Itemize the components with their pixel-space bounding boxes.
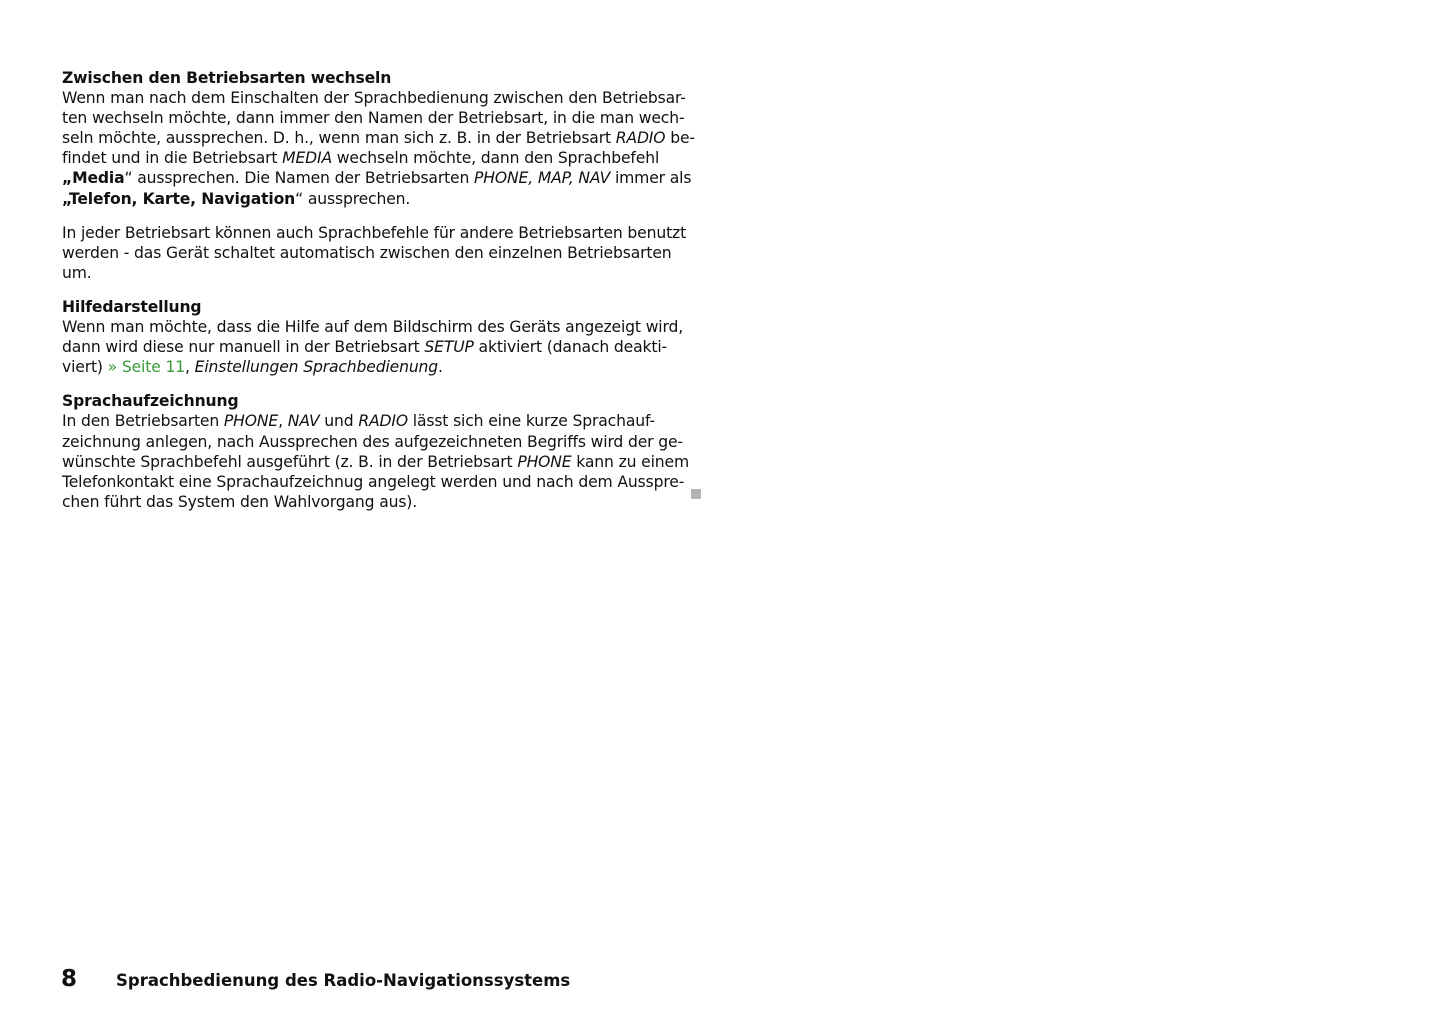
text-run: dann wird diese nur manuell in der Betriebsart [62,338,425,357]
text-run: viert) [62,358,108,377]
chapter-title: Sprachbedienung des Radio-Navigationssystems [116,971,571,990]
quote-mark: „ [62,169,73,188]
text-run: seln möchte, aussprechen. D. h., wenn man sich z. B. in der Betriebsart [62,129,616,148]
paragraph-line: um. [62,263,92,282]
page-number: 8 [61,966,78,992]
paragraph-line [62,452,702,472]
text-run: . [438,358,443,377]
text-run: In den Betriebsarten [62,412,224,431]
text-run: kann zu einem [571,452,689,471]
text-run: , [278,412,288,431]
section-help-display [62,297,702,377]
section-cross-mode-commands [62,223,702,283]
main-text-column [62,68,702,526]
mode-name: SETUP [424,338,474,357]
text-run: aktiviert (danach deakti- [473,338,668,357]
paragraph-line [62,357,702,377]
voice-command: Media [72,169,125,188]
paragraph-line: Telefonkontakt eine Sprachaufzeichnug angelegt werden und nach dem Ausspre- [62,472,685,491]
mode-names: PHONE, MAP, NAV [474,169,611,188]
section-end-marker-icon [691,489,701,499]
page-reference-link[interactable]: » Seite 11 [107,358,186,377]
mode-name: PHONE [517,452,572,471]
mode-name: RADIO [358,412,408,431]
paragraph-line: Wenn man möchte, dass die Hilfe auf dem Bildschirm des Geräts angezeigt wird, [62,318,684,337]
quote-mark: „ [62,189,69,208]
mode-name: MEDIA [282,149,332,168]
paragraph-line: werden - das Gerät schaltet automatisch zwischen den einzelnen Betriebsarten [62,243,672,262]
paragraph-line [62,148,702,168]
paragraph-line [62,168,702,188]
paragraph-line: chen führt das System den Wahlvorgang aus). [62,492,418,511]
paragraph-line: In jeder Betriebsart können auch Sprachbefehle für andere Betriebsarten benutzt [62,223,687,242]
section-heading: Zwischen den Betriebsarten wechseln [62,69,392,87]
mode-name: NAV [287,412,320,431]
section-voice-recording [62,391,702,512]
text-run: immer als [610,169,692,188]
mode-name: PHONE [223,412,279,431]
paragraph-line [62,128,702,148]
voice-command: Telefon, Karte, Navigation [68,189,296,208]
paragraph-line: Wenn man nach dem Einschalten der Sprachbedienung zwischen den Betriebsar- [62,89,686,108]
paragraph-line [62,337,702,357]
paragraph-line: zeichnung anlegen, nach Aussprechen des aufgezeichneten Begriffs wird der ge- [62,432,683,451]
section-heading: Sprachaufzeichnung [62,392,239,411]
text-run: , [185,358,195,377]
text-run: “ aussprechen. Die Namen der Betriebsarten [124,169,475,188]
text-run: wünschte Sprachbefehl ausgeführt (z. B. in der Betriebsart [62,452,518,471]
settings-reference: Einstellungen Sprachbedienung [194,358,439,377]
text-run: “ aussprechen. [295,189,411,208]
mode-name: RADIO [615,129,666,148]
paragraph-line: ten wechseln möchte, dann immer den Namen der Betriebsart, in die man wech- [62,109,685,128]
section-heading: Hilfedarstellung [62,297,202,316]
paragraph-line [62,411,702,431]
text-run: wechseln möchte, dann den Sprachbefehl [332,149,660,168]
text-run: und [319,412,359,431]
text-run: findet und in die Betriebsart [62,149,283,168]
section-switch-modes [62,68,702,209]
text-run: lässt sich eine kurze Sprachauf- [407,412,655,431]
text-run: be- [665,129,695,148]
paragraph-line [62,189,702,209]
